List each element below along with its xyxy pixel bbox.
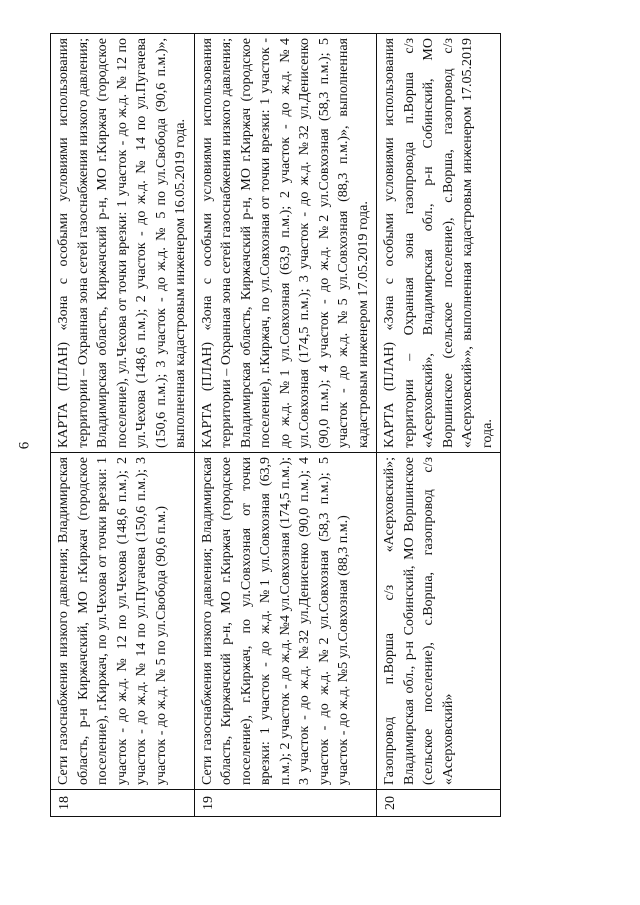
table-row (194, 34, 377, 817)
object-description: Сети газоснабжения низкого давления; Владимирская область, Киржачский р-н, МО г.Киржач (городское поселение), г.Киржач, по ул.Совхозная от точки врезки: 1 участок - до ж.д. №1 ул.Совхозная (63,9 п.м.); 2 участок - до ж.д. №4 ул.Совхозная (174,5 п.м.); 3 участок - до ж.д. №32 ул.Денисенко (90,0 п.м.); 4 участок - до ж.д. №2 ул.Совхозная (58,3 п.м.); 5 участок - до ж.д. №5 ул.Совхозная (88,3 п.м.) (194, 453, 377, 790)
row-number: 20 (377, 790, 501, 817)
object-description: Сети газоснабжения низкого давления; Владимирская область, р-н Киржачский, МО г.Киржач (городское поселение), г.Киржач, по ул.Чехова от точки врезки: 1 участок - до ж.д. № 12 по ул.Чехова (148,6 п.м.); 2 участок - до ж.д. № 14 по ул.Пугачева (150,6 п.м.); 3 участок - до ж.д. № 5 по ул.Свобода (90,6 п.м.) (51, 453, 195, 790)
row-number: 18 (51, 790, 195, 817)
object-description: Газопровод п.Ворша с/з «Асерховский»; Владимирская обл., р-н Собинский, МО Воршинское (сельское поселение), с.Ворша, газопровод с/з «Асерховский» (377, 453, 501, 790)
row-number: 19 (194, 790, 377, 817)
rotated-table-sheet (50, 35, 495, 817)
map-document-description: КАРТА (ПЛАН) «Зона с особыми условиями использования территории – Охранная зона сетей газоснабжения низкого давления; Владимирская область, Киржачский р-н, МО г.Киржач (городское поселение), ул.Чехова от точки врезки: 1 участок - до ж.д. № 12 по ул.Чехова (148,6 п.м.); 2 участок - до ж.д. № 14 по ул.Пугачева (150,6 п.м.); 3 участок - до ж.д. № 5 по ул.Свобода (90,6 п.м.)», выполненная кадастровым инженером 16.05.2019 года. (51, 34, 195, 453)
page-number: 6 (16, 441, 33, 450)
table-row (51, 34, 195, 817)
table-row (377, 34, 501, 817)
map-document-description: КАРТА (ПЛАН) «Зона с особыми условиями использования территории – Охранная зона сетей газоснабжения низкого давления; Владимирская область, Киржачский р-н, МО г.Киржач (городское поселение), г.Киржач, по ул.Совхозная от точки врезки: 1 участок - до ж.д. №1 ул.Совхозная (63,9 п.м.); 2 участок - до ж.д. №4 ул.Совхозная (174,5 п.м.); 3 участок - до ж.д. №32 ул.Денисенко (90,0 п.м.); 4 участок - до ж.д. №2 ул.Совхозная (58,3 п.м.); 5 участок - до ж.д. №5 ул.Совхозная (88,3 п.м.)», выполненная кадастровым инженером 17.05.2019 года. (194, 34, 377, 453)
map-document-description: КАРТА (ПЛАН) «Зона с особыми условиями использования территории – Охранная зона газопровода п.Ворша с/з «Асерховский», Владимирская обл., р-н Собинский, МО Воршинское (сельское поселение), с.Ворша, газопровод с/з «Асерховский»», выполненная кадастровым инженером 17.05.2019 года. (377, 34, 501, 453)
zones-table (50, 33, 501, 817)
